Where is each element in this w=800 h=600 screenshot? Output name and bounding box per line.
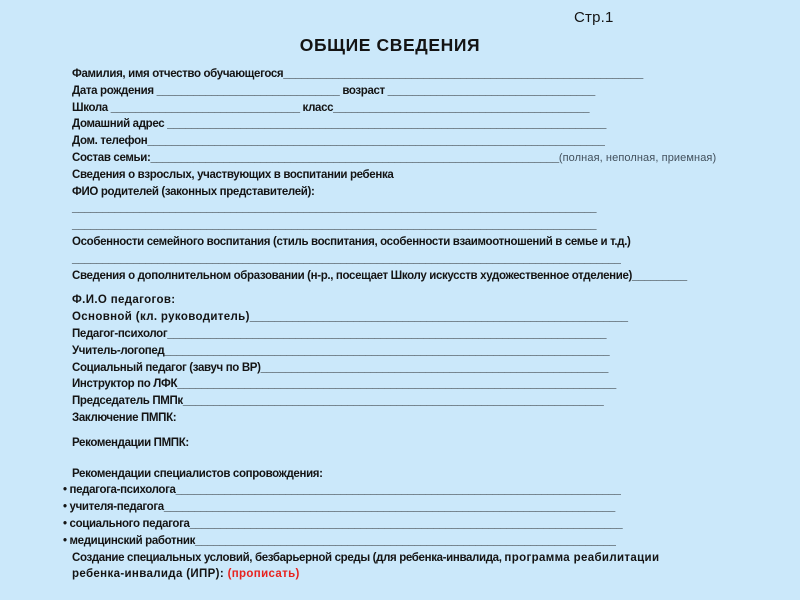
form-lines xyxy=(0,66,800,583)
spacer-line xyxy=(0,427,800,435)
form-line xyxy=(0,393,800,410)
form-line xyxy=(0,251,800,268)
line-text: Учитель-логопед xyxy=(72,344,165,357)
line-text: ребенка-инвалида (ИПР): xyxy=(72,568,228,581)
form-line xyxy=(0,150,800,167)
form-line xyxy=(0,466,800,483)
line-text: программа реабилитации xyxy=(504,551,660,564)
blank-field: _________________________________________________________________________ xyxy=(164,344,610,357)
line-text: Дата рождения xyxy=(72,84,157,97)
form-line xyxy=(0,376,800,393)
form-line xyxy=(0,217,800,234)
blank-field: ______________________________________________________________________________________ xyxy=(72,219,597,232)
blank-field: ___________________________________________________________________________ xyxy=(147,135,605,148)
line-text: Заключение ПМПК: xyxy=(72,411,177,424)
blank-field: ______________________________________________________________________________________ xyxy=(72,202,597,215)
form-line xyxy=(0,326,800,343)
form-line xyxy=(0,499,800,516)
form-line xyxy=(0,410,800,427)
page-title: ОБЩИЕ СВЕДЕНИЯ xyxy=(299,35,481,55)
form-line xyxy=(0,83,800,100)
line-text: Дом. телефон xyxy=(72,135,148,148)
line-text: Создание специальных условий, безбарьерной среды (для ребенка-инвалида, xyxy=(72,551,505,564)
form-line xyxy=(0,550,800,567)
line-text: Состав семьи: xyxy=(72,151,151,164)
line-text: Фамилия, имя отчество обучающегося xyxy=(72,68,284,80)
blank-field: ________________________________________________________________________ xyxy=(177,378,617,391)
blank-field: __________________________________________ xyxy=(333,101,590,114)
line-text: Школа xyxy=(72,101,111,114)
form-line xyxy=(0,482,800,499)
form-line xyxy=(0,100,800,117)
blank-field: ___________________________________________________________ xyxy=(283,68,643,80)
blank-field: ________________________________________________________________________ xyxy=(167,327,607,340)
line-text: Сведения о дополнительном образовании (н-р., посещает Школу искусств художественное отделение) xyxy=(72,269,632,282)
spacer-line xyxy=(0,452,800,466)
line-text: • учителя-педагога xyxy=(63,501,164,514)
form-line xyxy=(0,268,800,285)
form-line xyxy=(0,167,800,184)
form-line xyxy=(0,184,800,201)
line-text: Рекомендации ПМПК: xyxy=(72,436,189,449)
page-number: Стр.1 xyxy=(574,9,614,26)
form-line xyxy=(0,292,800,309)
line-text: Социальный педагог (завуч по ВР) xyxy=(72,361,261,374)
form-line xyxy=(0,133,800,150)
line-text: ФИО родителей (законных представителей): xyxy=(72,185,315,198)
form-line xyxy=(0,343,800,360)
line-text: Домашний адрес xyxy=(72,118,168,131)
blank-field: _________________________________________________________________________ xyxy=(175,484,621,497)
form-line xyxy=(0,533,800,550)
blank-field: _______________________________________________________________________ xyxy=(189,517,623,530)
blank-field: __________________________________________________________________________________________ xyxy=(72,252,621,265)
form-line xyxy=(0,234,800,251)
blank-field: _______________________________ xyxy=(110,101,300,114)
blank-field: ______________________________ xyxy=(156,84,340,97)
form-line xyxy=(0,200,800,217)
line-text: Основной (кл. руководитель) xyxy=(72,311,250,324)
line-text: Ф.И.О педагогов: xyxy=(72,294,176,307)
blank-field: _________ xyxy=(631,269,687,282)
line-text: возраст xyxy=(339,84,388,97)
spacer-line xyxy=(0,284,800,292)
line-text: Инструктор по ЛФК xyxy=(72,378,178,391)
form-line xyxy=(0,309,800,326)
line-text: (полная, неполная, приемная) xyxy=(558,151,717,164)
line-text: Особенности семейного воспитания (стиль воспитания, особенности взаимоотношений в семье и т.д.) xyxy=(72,235,631,248)
line-text: • медицинский работник xyxy=(63,534,196,547)
form-line xyxy=(0,66,800,83)
line-text: Педагог-психолог xyxy=(72,327,168,340)
line-text: Председатель ПМПк xyxy=(72,395,183,408)
line-text: • педагога-психолога xyxy=(63,484,176,497)
line-text: Сведения о взрослых, участвующих в воспитании ребенка xyxy=(72,168,394,181)
blank-field: _____________________________________________________________________ xyxy=(195,534,616,547)
form-line xyxy=(0,435,800,452)
blank-field: _________________________________________________________ xyxy=(260,361,609,374)
line-text: • социального педагога xyxy=(63,517,190,530)
blank-field: __________________________________________________________________________ xyxy=(163,501,615,514)
form-line xyxy=(0,566,800,583)
form-line xyxy=(0,516,800,533)
blank-field: _____________________________________________________________________ xyxy=(182,395,604,408)
line-text: Рекомендации специалистов сопровождения: xyxy=(72,467,323,480)
line-text: (прописать) xyxy=(227,568,300,581)
blank-field: ___________________________________________________________________ xyxy=(150,151,559,164)
form-line xyxy=(0,360,800,377)
blank-field: ________________________________________________________________________ xyxy=(167,118,607,131)
blank-field: ______________________________________________________________ xyxy=(249,311,628,324)
line-text: класс xyxy=(299,101,334,114)
form-line xyxy=(0,116,800,133)
blank-field: __________________________________ xyxy=(387,84,595,97)
